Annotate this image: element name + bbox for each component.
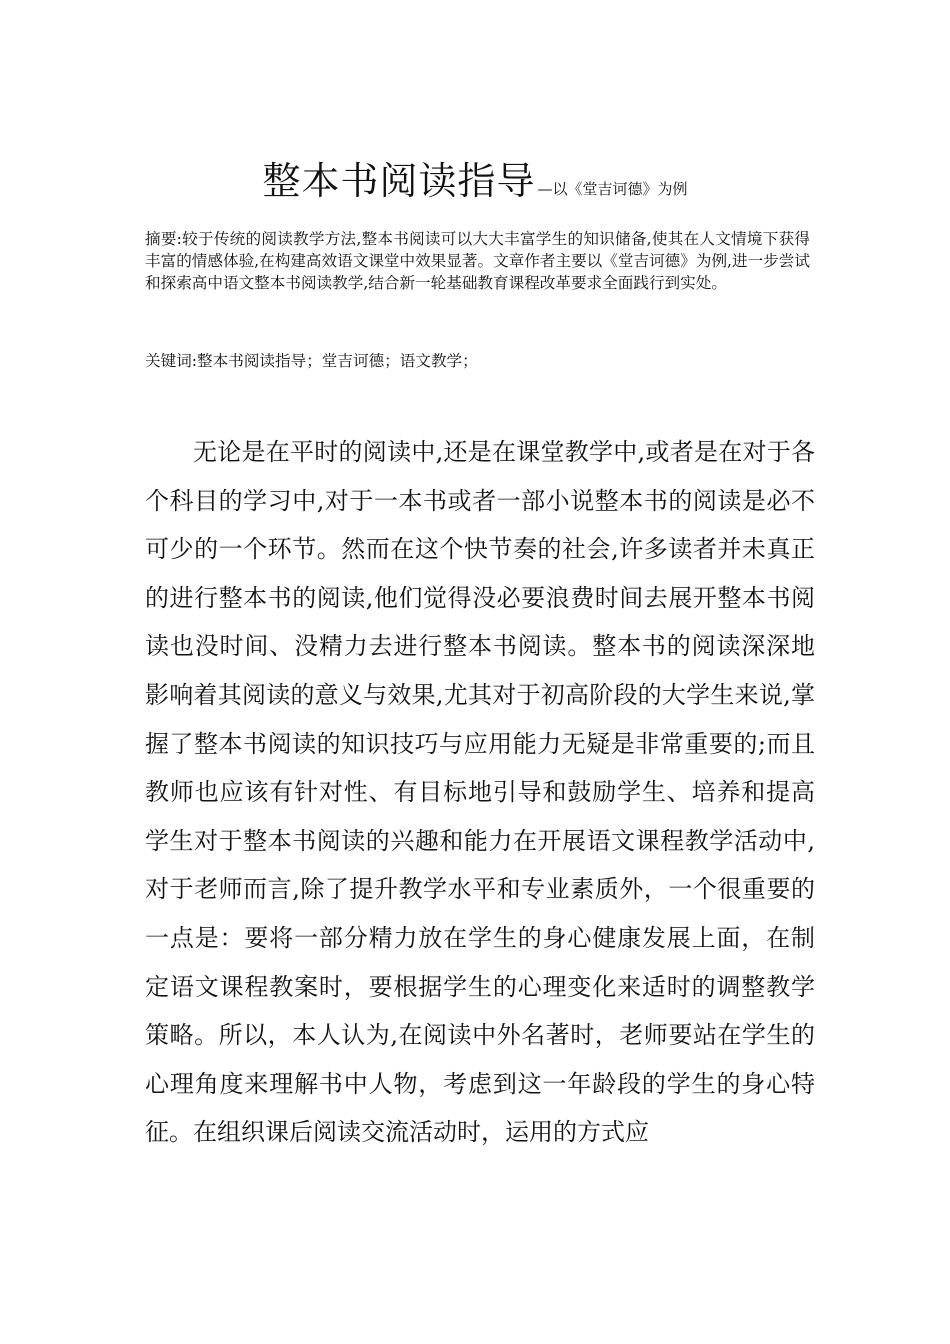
title-subtitle: —以《堂吉诃德》为例	[537, 180, 688, 198]
document-title	[0, 150, 950, 205]
body-paragraph: 无论是在平时的阅读中,还是在课堂教学中,或者是在对于各个科目的学习中,对于一本书或者一部小说整本书的阅读是必不可少的一个环节。然而在这个快节奏的社会,许多读者并未真正的进行整本书的阅读,他们觉得没必要浪费时间去展开整本书阅读也没时间、没精力去进行整本书阅读。整本书的阅读深深地影响着其阅读的意义与效果,尤其对于初高阶段的大学生来说,掌握了整本书阅读的知识技巧与应用能力无疑是非常重要的;而且教师也应该有针对性、有目标地引导和鼓励学生、培养和提高学生对于整本书阅读的兴趣和能力在开展语文课程教学活动中,对于老师而言,除了提升教学水平和专业素质外，一个很重要的一点是：要将一部分精力放在学生的身心健康发展上面，在制定语文课程教案时，要根据学生的心理变化来适时的调整教学策略。所以，本人认为,在阅读中外名著时，老师要站在学生的心理角度来理解书中人物，考虑到这一年龄段的学生的身心特征。在组织课后阅读交流活动时，运用的方式应	[145, 438, 815, 1147]
keywords-line: 关键词:整本书阅读指导；堂吉诃德；语文教学；	[145, 352, 478, 370]
title-main: 整本书阅读指导	[262, 159, 536, 203]
abstract-paragraph: 摘要:较于传统的阅读教学方法,整本书阅读可以大大丰富学生的知识储备,使其在人文情境下获得丰富的情感体验,在构建高效语文课堂中效果显著。文章作者主要以《堂吉诃德》为例,进一步尝试和探索高中语文整本书阅读教学,结合新一轮基础教育课程改革要求全面践行到实处。	[145, 230, 810, 292]
